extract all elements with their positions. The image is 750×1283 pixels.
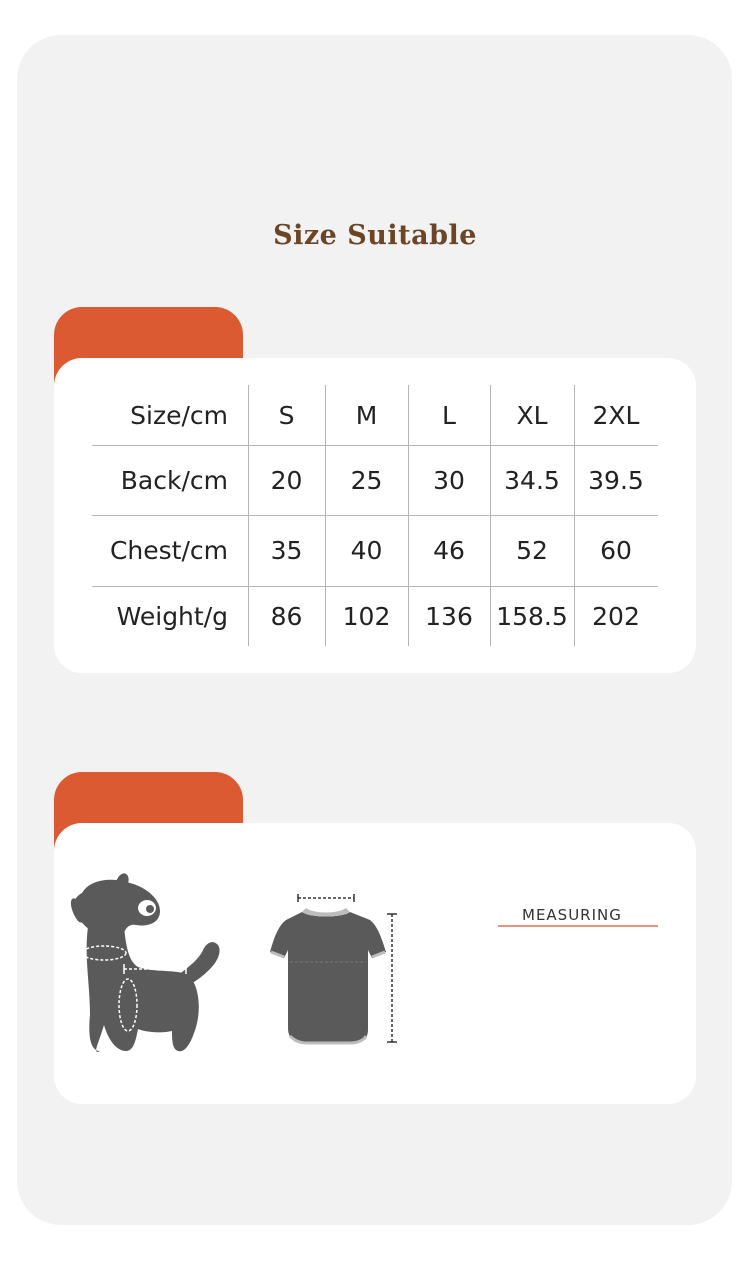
table-cell: 30 [433,465,465,495]
row-label: Weight/g [116,601,228,631]
table-cell: 136 [425,601,473,631]
page-title: Size Suitable [273,220,477,251]
table-cell: 39.5 [588,465,644,495]
dog-measuring-icon [60,865,230,1065]
table-cell: 86 [270,601,303,631]
size-column-header: S [278,400,295,430]
table-header-label: Size/cm [130,400,228,430]
shirt-measuring-icon [262,890,412,1050]
table-cell: 102 [342,601,391,631]
table-cell: 35 [270,536,303,565]
table-cell: 25 [350,465,383,495]
size-column-header: M [355,400,378,430]
size-column-header: L [442,400,456,430]
size-column-header: 2XL [592,400,640,430]
table-cell: 158.5 [496,601,568,631]
table-cell: 60 [600,536,632,565]
column-divider [248,385,249,646]
column-divider [490,385,491,646]
table-cell: 46 [433,536,465,565]
column-divider [325,385,326,646]
table-cell: 202 [592,601,640,631]
column-divider [574,385,575,646]
row-label: Chest/cm [109,536,228,565]
table-cell: 20 [270,465,303,495]
column-divider [408,385,409,646]
measuring-underline [498,925,658,927]
size-column-header: XL [516,400,548,430]
table-cell: 40 [350,536,383,565]
measuring-label: MEASURING [522,906,622,924]
table-cell: 34.5 [504,465,560,495]
table-cell: 52 [516,536,548,565]
row-label: Back/cm [120,465,228,495]
